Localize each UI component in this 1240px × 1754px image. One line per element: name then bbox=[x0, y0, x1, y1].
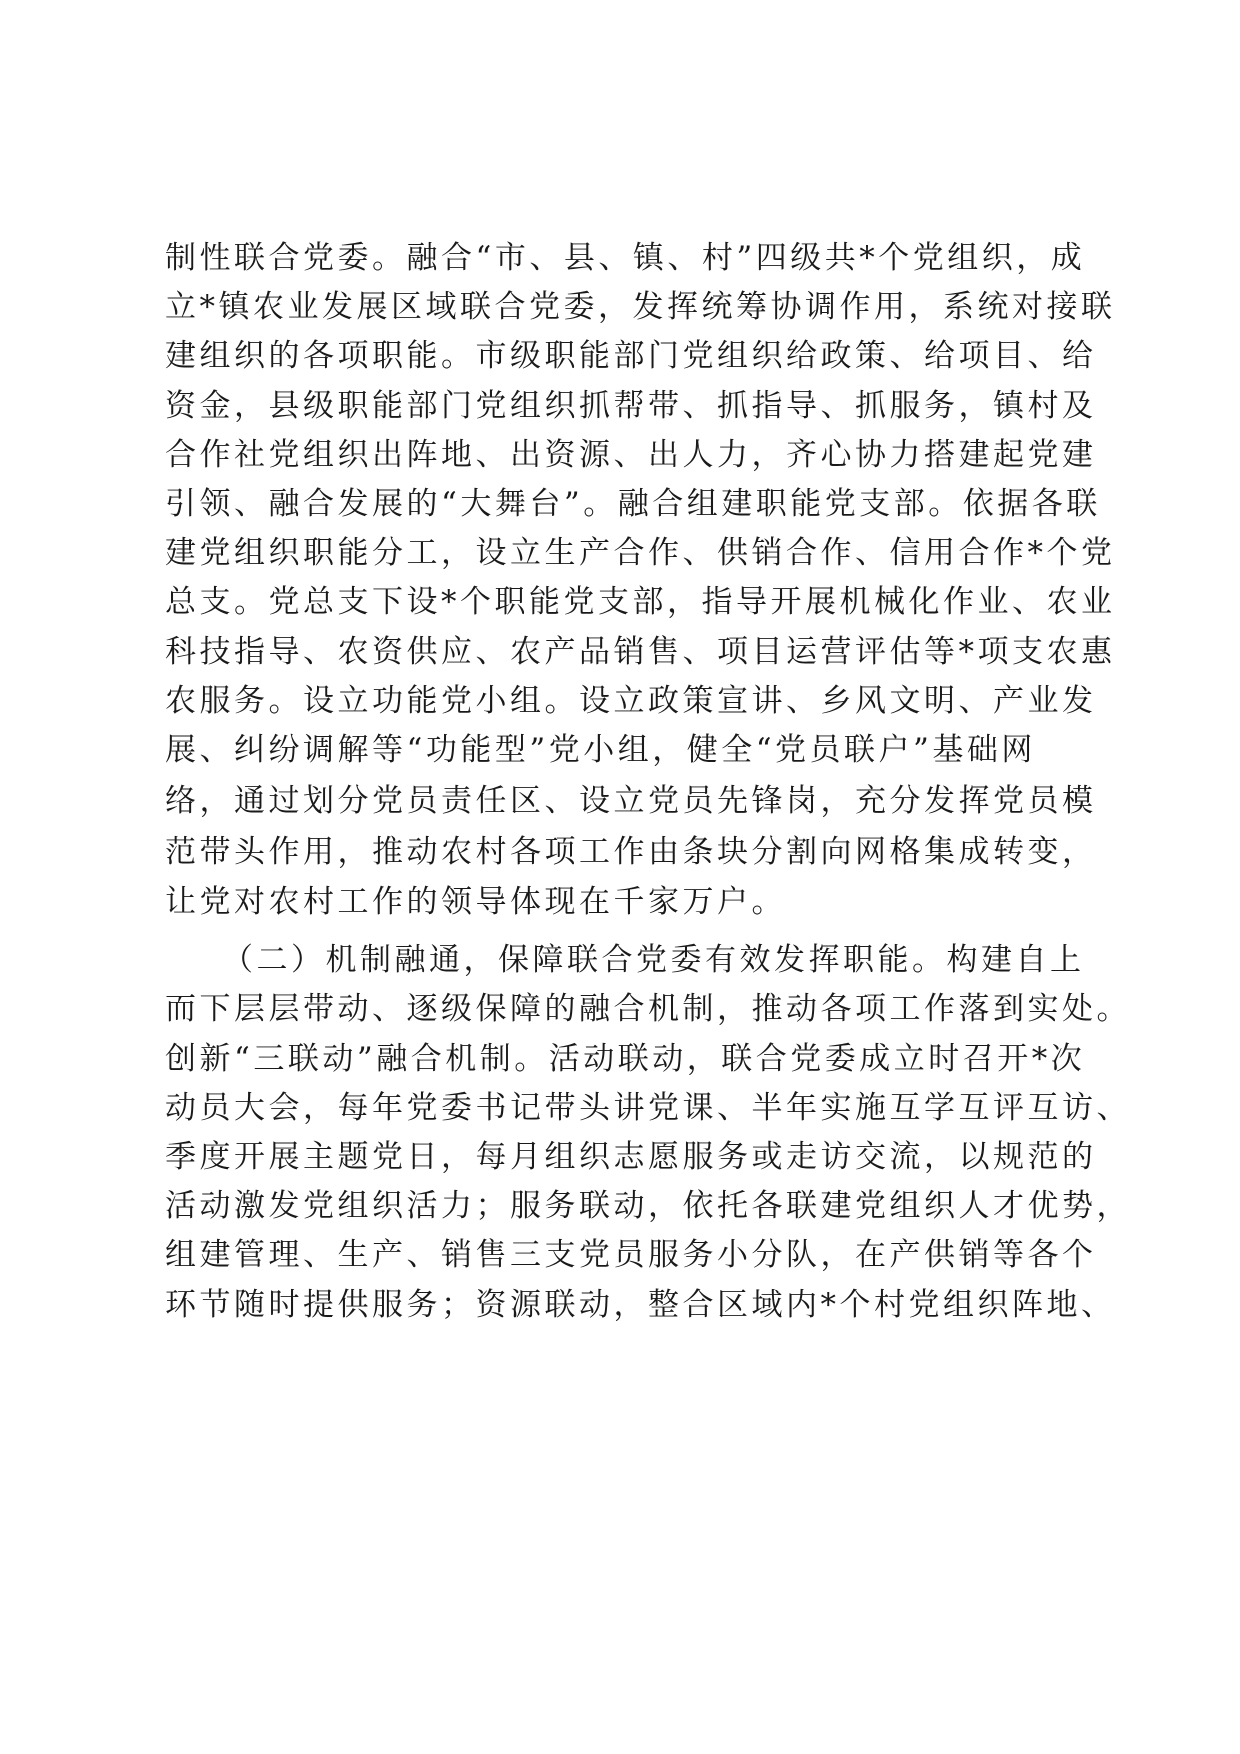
text-line: 而下层层带动、逐级保障的融合机制，推动各项工作落到实处。 bbox=[165, 991, 1131, 1027]
text-line: 总支。党总支下设*个职能党支部，指导开展机械化作业、农业 bbox=[165, 584, 1116, 620]
text-line: 组建管理、生产、销售三支党员服务小分队，在产供销等各个 bbox=[165, 1237, 1097, 1273]
text-line: 让党对农村工作的领导体现在千家万户。 bbox=[165, 884, 786, 920]
text-line: 农服务。设立功能党小组。设立政策宣讲、乡风文明、产业发 bbox=[165, 683, 1097, 719]
text-line: 合作社党组织出阵地、出资源、出人力，齐心协力搭建起党建 bbox=[165, 437, 1097, 473]
text-line: 立*镇农业发展区域联合党委，发挥统筹协调作用，系统对接联 bbox=[165, 289, 1116, 325]
text-line: 制性联合党委。融合“市、县、镇、村”四级共*个党组织，成 bbox=[165, 240, 1086, 276]
text-line: 引领、融合发展的“大舞台”。融合组建职能党支部。依据各联 bbox=[165, 486, 1101, 522]
text-line: 建党组织职能分工，设立生产合作、供销合作、信用合作*个党 bbox=[165, 535, 1116, 571]
text-line: 季度开展主题党日，每月组织志愿服务或走访交流，以规范的 bbox=[165, 1139, 1097, 1175]
text-line: 展、纠纷调解等“功能型”党小组，健全“党员联户”基础网 bbox=[165, 732, 1036, 768]
text-line: 创新“三联动”融合机制。活动联动，联合党委成立时召开*次 bbox=[165, 1041, 1086, 1077]
text-line: 范带头作用，推动农村各项工作由条块分割向网格集成转变， bbox=[165, 834, 1097, 870]
text-line: 资金，县级职能部门党组织抓帮带、抓指导、抓服务，镇村及 bbox=[165, 388, 1097, 424]
text-line: 络，通过划分党员责任区、设立党员先锋岗，充分发挥党员模 bbox=[165, 783, 1097, 819]
paragraph-heading-line: （二）机制融通，保障联合党委有效发挥职能。构建自上 bbox=[222, 942, 1085, 978]
text-line: 环节随时提供服务；资源联动，整合区域内*个村党组织阵地、 bbox=[165, 1287, 1116, 1323]
text-line: 科技指导、农资供应、农产品销售、项目运营评估等*项支农惠 bbox=[165, 634, 1116, 670]
text-line: 活动激发党组织活力；服务联动，依托各联建党组织人才优势， bbox=[165, 1188, 1131, 1224]
text-line: 动员大会，每年党委书记带头讲党课、半年实施互学互评互访、 bbox=[165, 1090, 1131, 1126]
text-line: 建组织的各项职能。市级职能部门党组织给政策、给项目、给 bbox=[165, 338, 1097, 374]
